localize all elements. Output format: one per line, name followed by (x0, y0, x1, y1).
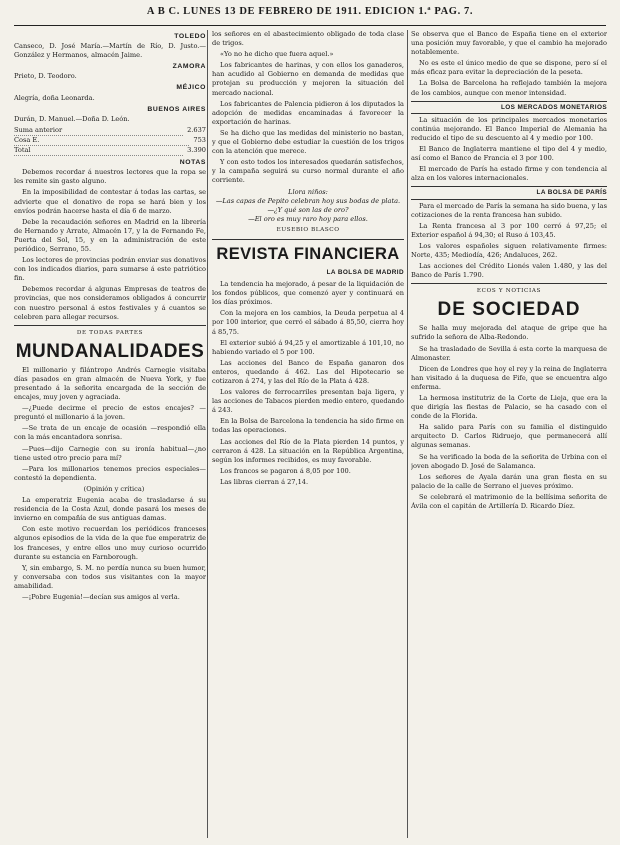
section-heading: BUENOS AIRES (147, 105, 206, 113)
total-value: 753 (193, 135, 206, 144)
divider (14, 325, 206, 326)
section-heading: ZAMORA (172, 63, 206, 71)
paragraph: El Banco de Inglaterra mantiene el tipo del 4 y medio, así como el Banco de Francia el 3 por 100. (411, 145, 607, 163)
paragraph: —Pues—dijo Carnegie con su ironía habitual—¿no tiene usted otro precio para mí? (14, 444, 206, 462)
section-heading: MÉJICO (176, 84, 206, 92)
paragraph: los señores en el abastecimiento obligado de toda clase de trigos. (212, 30, 404, 48)
column-divider (407, 30, 408, 838)
paragraph: Se celebrará el matrimonio de la bellísima señorita de Ávila con el capitán de Artillería D. Ricardo Díez. (411, 492, 607, 511)
section-title: REVISTA FINANCIERA (216, 244, 400, 263)
paragraph: No es este el único medio de que se dispone, pero sí el más eficaz para evitar la depreciación de la peseta. (411, 59, 607, 77)
total-row (14, 146, 206, 156)
paragraph: Debemos recordar á algunas Empresas de teatros de provincias, que nos consideramos obligados á concurrir con nuestro personal á estos festivales y á cuantos se celebren para allegar recursos. (14, 285, 206, 321)
paragraph: Se ha verificado la boda de la señorita de Urbina con el joven abogado D. José de Salamanca. (411, 452, 607, 470)
paragraph: Los francos se pagaron á 8,05 por 100. (220, 466, 351, 475)
paragraph: La situación de los principales mercados monetarios continúa mejorando. El Banco Imperial de Alemania ha reducido el tipo de su descuento al 4 y medio por 100. (411, 115, 607, 142)
paragraph: —¿Puede decirme el precio de estos encajes? —preguntó el millonario á la joven. (14, 404, 206, 422)
paragraph: Durán, D. Manuel.—Doña D. León. (14, 114, 130, 123)
paragraph: Y con esto todos los interesados quedarán satisfechos, y la campaña seguirá su curso normal durante el año corriente. (212, 158, 404, 185)
paragraph: —¡Pobre Eugenia!—decían sus amigos al verla. (22, 592, 180, 601)
column-middle (212, 30, 404, 838)
column-left (14, 30, 206, 838)
paragraph: Se observa que el Banco de España tiene en el exterior una posición muy favorable, y que el cambio ha mejorado notablemente. (411, 30, 607, 57)
paragraph: La Bolsa de Barcelona ha reflejado también la mejora de los cambios, aunque con menor intensidad. (411, 79, 607, 97)
total-row (14, 136, 206, 146)
paragraph: Se ha dicho que las medidas del ministerio no bastan, y que el Gobierno debe estudiar la cuestión de los trigos con la atención que merece. (212, 128, 404, 156)
total-value: 2.637 (187, 125, 206, 134)
header-rule (14, 25, 606, 26)
paragraph: «Yo no he dicho que fuera aquel.» (220, 50, 334, 59)
divider (411, 283, 607, 284)
paragraph: Y, sin embargo, S. M. no perdía nunca su buen humor, y conversaba con todos sus visitantes con la mayor amabilidad. (14, 563, 206, 590)
verse-line: —Las capas de Pepito celebran hoy sus bodas de plata. (215, 196, 401, 205)
total-label: Cosa E. (14, 136, 189, 146)
paragraph: Dicen de Londres que hoy el rey y la reina de Inglaterra han visitado á la duquesa de Fife, que se encuentra algo enferma. (411, 364, 607, 391)
paragraph: Las acciones del Río de la Plata pierden 14 puntos, y cerraron á 428. La situación en la República Argentina, según los informes recibidos, es muy favorable. (212, 437, 404, 464)
section-heading: TOLEDO (174, 33, 206, 40)
total-value: 3.390 (187, 146, 206, 155)
page-header: A B C. LUNES 13 DE FEBRERO DE 1911. EDICION 1.ª PAG. 7. (146, 6, 474, 17)
paragraph: Los valores españoles siguen relativamente firmes: Norte, 435; Mediodía, 426; Andaluces, 262. (411, 241, 607, 259)
paragraph: Alegría, doña Leonarda. (14, 93, 95, 102)
paragraph: Las libras cierran á 27,14. (220, 477, 309, 486)
section-title: DE SOCIEDAD (437, 299, 581, 321)
paragraph: Canseco, D. José María.—Martín de Río, D. Justo.—González y Hermanos, almacén Jaime. (14, 42, 206, 60)
section-heading: LOS MERCADOS MONETARIOS (411, 101, 607, 114)
paragraph: La hermosa institutriz de la Corte de Lieja, que era la que dirigía las fiestas de Palacio, se ha casado con el conde de la Florida. (411, 394, 607, 421)
verse-line: —El oro es muy raro hoy para ellos. (248, 214, 368, 223)
paragraph: La tendencia ha mejorado, á pesar de la liquidación de los fondos públicos, que comenzó ayer y continuará en los días próximos. (212, 280, 404, 307)
paragraph: Las acciones del Crédito Lionés valen 1.480, y las del Banco de París 1.790. (411, 262, 607, 280)
paragraph: Ha salido para París con su familia el distinguido arquitecto D. Carlos Ridruejo, que permanecerá allí algunas semanas. (411, 423, 607, 450)
paragraph: Los fabricantes de Palencia pidieron á los diputados la adopción de medidas encaminadas á favorecer la exportación de harinas. (212, 99, 404, 126)
paragraph: —Se trata de un encaje de ocasión —respondió ella con la más encantadora sonrisa. (14, 424, 206, 442)
paragraph: Debe la recaudación señores en Madrid en la librería de Hernando y Arrate, Almacén 17, y la de Fernando Fe, Puerta del Sol, 15, y en la administración de este periódico, Serrano, 55. (14, 217, 206, 253)
paragraph: Las acciones del Banco de España ganaron dos enteros, quedando á 462. Las del Hipotecario se cotizaron á 274, y las del Río de la Plata á 428. (212, 358, 404, 385)
paragraph: Para el mercado de París la semana ha sido buena, y las cotizaciones de la renta francesa han subido. (411, 201, 607, 219)
section-heading: LA BOLSA DE PARÍS (411, 186, 607, 199)
paragraph: —Para los millonarios tenemos precios especiales—contestó la dependienta. (14, 464, 206, 482)
section-subhead: LA BOLSA DE MADRID (326, 268, 404, 276)
paragraph: La emperatriz Eugenia acaba de trasladarse á su residencia de la Costa Azul, donde pasará los meses de invierno en compañía de sus antiguas damas. (14, 496, 206, 523)
paragraph: El millonario y filántropo Andrés Carnegie visitaba días pasados en gran almacén de Nueva York, y fue presentado á la señorita encargada de la sección de encajes, muy joven y agraciada. (14, 365, 206, 402)
paragraph: El exterior subió á 94,25 y el amortizable á 101,10, no habiendo variado el 5 por 100. (212, 338, 404, 356)
column-divider (207, 30, 208, 838)
total-row (14, 126, 206, 136)
paragraph: En la Bolsa de Barcelona la tendencia ha sido firme en todas las operaciones. (212, 417, 404, 435)
paragraph: Se ha trasladado de Sevilla á esta corte la marquesa de Almonaster. (411, 344, 607, 362)
paragraph: Con este motivo recuerdan los periódicos franceses algunos episodios de la vida de la que fue emperatriz de los franceses, y entre ellos uno muy curioso ocurrido durante su estancia en Farnborough. (14, 525, 206, 561)
paragraph: La Renta francesa al 3 por 100 cerró á 97,25; el Exterior español á 94,30; el Ruso á 103,45. (411, 221, 607, 239)
paragraph: Los valores de ferrocarriles presentan baja ligera, y las acciones de Tabacos pierden medio entero, quedando á 243. (212, 388, 404, 415)
paragraph: Los fabricantes de harinas, y con ellos los ganaderos, han acudido al Gobierno en demanda de medidas que protejan su producción y mejoren la situación del mercado nacional. (212, 61, 404, 97)
paragraph: Debemos recordar á nuestros lectores que la ropa se les remite sin gasto alguno. (14, 168, 206, 186)
paragraph: Se halla muy mejorada del ataque de gripe que ha sufrido la señora de Alba-Redondo. (411, 324, 607, 342)
paragraph: Los señores de Ayala darán una gran fiesta en su palacio de la calle de Serrano el jueves próximo. (411, 472, 607, 490)
verse-line: Llora niños: (288, 187, 328, 196)
paragraph: En la imposibilidad de contestar á todas las cartas, se advierte que el donativo de ropa se hará bien y los envíos podrán hacerse hasta el día 6 de marzo. (14, 188, 206, 215)
section-kicker: ECOS Y NOTICIAS (476, 288, 542, 295)
section-title: MUNDANALIDADES (15, 340, 205, 362)
divider (212, 239, 404, 240)
paragraph: El mercado de París ha estado firme y con tendencia al alza en los valores internacionales. (411, 165, 607, 183)
total-label: Suma anterior (14, 126, 183, 136)
author-signature: EUSEBIO BLASCO (276, 226, 340, 233)
column-right (411, 30, 607, 838)
section-kicker: DE TODAS PARTES (76, 329, 144, 336)
paragraph: Los lectores de provincias podrán enviar sus donativos con los indicados diarios, para sumarse á este patriótico fin. (14, 256, 206, 283)
paragraph: Con la mejora en los cambios, la Deuda perpetua al 4 por 100 interior, que cerró el sábado á 85,50, cierra hoy á 85,75. (212, 309, 404, 336)
paragraph: Prieto, D. Teodoro. (14, 72, 77, 81)
paragraph: (Opinión y crítica) (83, 484, 145, 493)
total-label: Total (14, 146, 183, 156)
verse-line: —¿Y qué son las de oro? (267, 205, 349, 214)
section-heading: NOTAS (179, 159, 206, 167)
